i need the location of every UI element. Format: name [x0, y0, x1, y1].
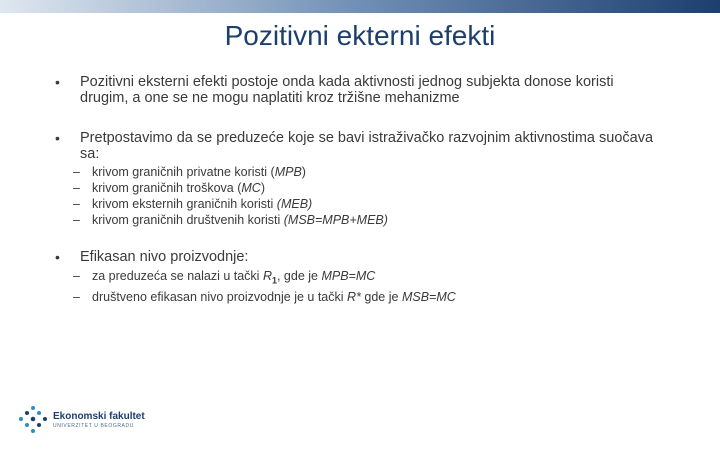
logo-name: Ekonomski fakultet	[53, 410, 145, 422]
bullet-text: Efikasan nivo proizvodnje:	[80, 249, 249, 265]
dash-mark: –	[73, 165, 80, 179]
dash-mark: –	[73, 213, 80, 227]
sub-list-item	[73, 180, 633, 196]
sub-list-item	[73, 196, 633, 212]
dash-mark: –	[73, 289, 80, 304]
bullet-text: Pozitivni eksterni efekti postoje onda kada aktivnosti jednog subjekta donose koristi drugim, a one se ne mogu naplatiti kroz tržišne mehanizme	[80, 74, 614, 106]
dot-cluster-logo-icon	[17, 405, 49, 435]
sub-item-text: krivom graničnih društvenih koristi (MSB=MPB+MEB)	[92, 213, 388, 227]
faculty-logo	[17, 405, 145, 435]
sub-item-text: krivom graničnih troškova (MC)	[92, 181, 265, 195]
bullet-item	[55, 130, 665, 162]
sub-list	[73, 268, 653, 305]
sub-item-text: društveno efikasan nivo proizvodnje je u tački R* gde je MSB=MC	[92, 289, 456, 304]
bullet-mark: •	[55, 74, 60, 90]
sub-item-text: krivom eksternih graničnih koristi (MEB)	[92, 197, 313, 211]
bullet-item	[55, 249, 665, 265]
dash-mark: –	[73, 197, 80, 211]
bullet-mark: •	[55, 130, 60, 146]
sub-item-text: krivom graničnih privatne koristi (MPB)	[92, 165, 306, 179]
top-accent-band	[0, 0, 720, 13]
slide-title: Pozitivni ekterni efekti	[224, 20, 496, 51]
dash-mark: –	[73, 181, 80, 195]
sub-list-item	[73, 212, 633, 228]
sub-list-item	[73, 268, 653, 289]
sub-item-text: za preduzeća se nalazi u tački $R_1$, gde je MPB=MC	[92, 269, 376, 286]
bullet-item	[55, 74, 665, 106]
sub-list-item	[73, 164, 633, 180]
bullet-text: Pretpostavimo da se preduzeće koje se bavi istraživačko razvojnim aktivnostima suočava sa:	[80, 130, 654, 162]
logo-subtitle: UNIVERZITET U BEOGRADU	[53, 422, 134, 429]
sub-list-item	[73, 289, 653, 305]
sub-list	[73, 164, 633, 228]
bullet-mark: •	[55, 249, 60, 265]
dash-mark: –	[73, 269, 80, 283]
